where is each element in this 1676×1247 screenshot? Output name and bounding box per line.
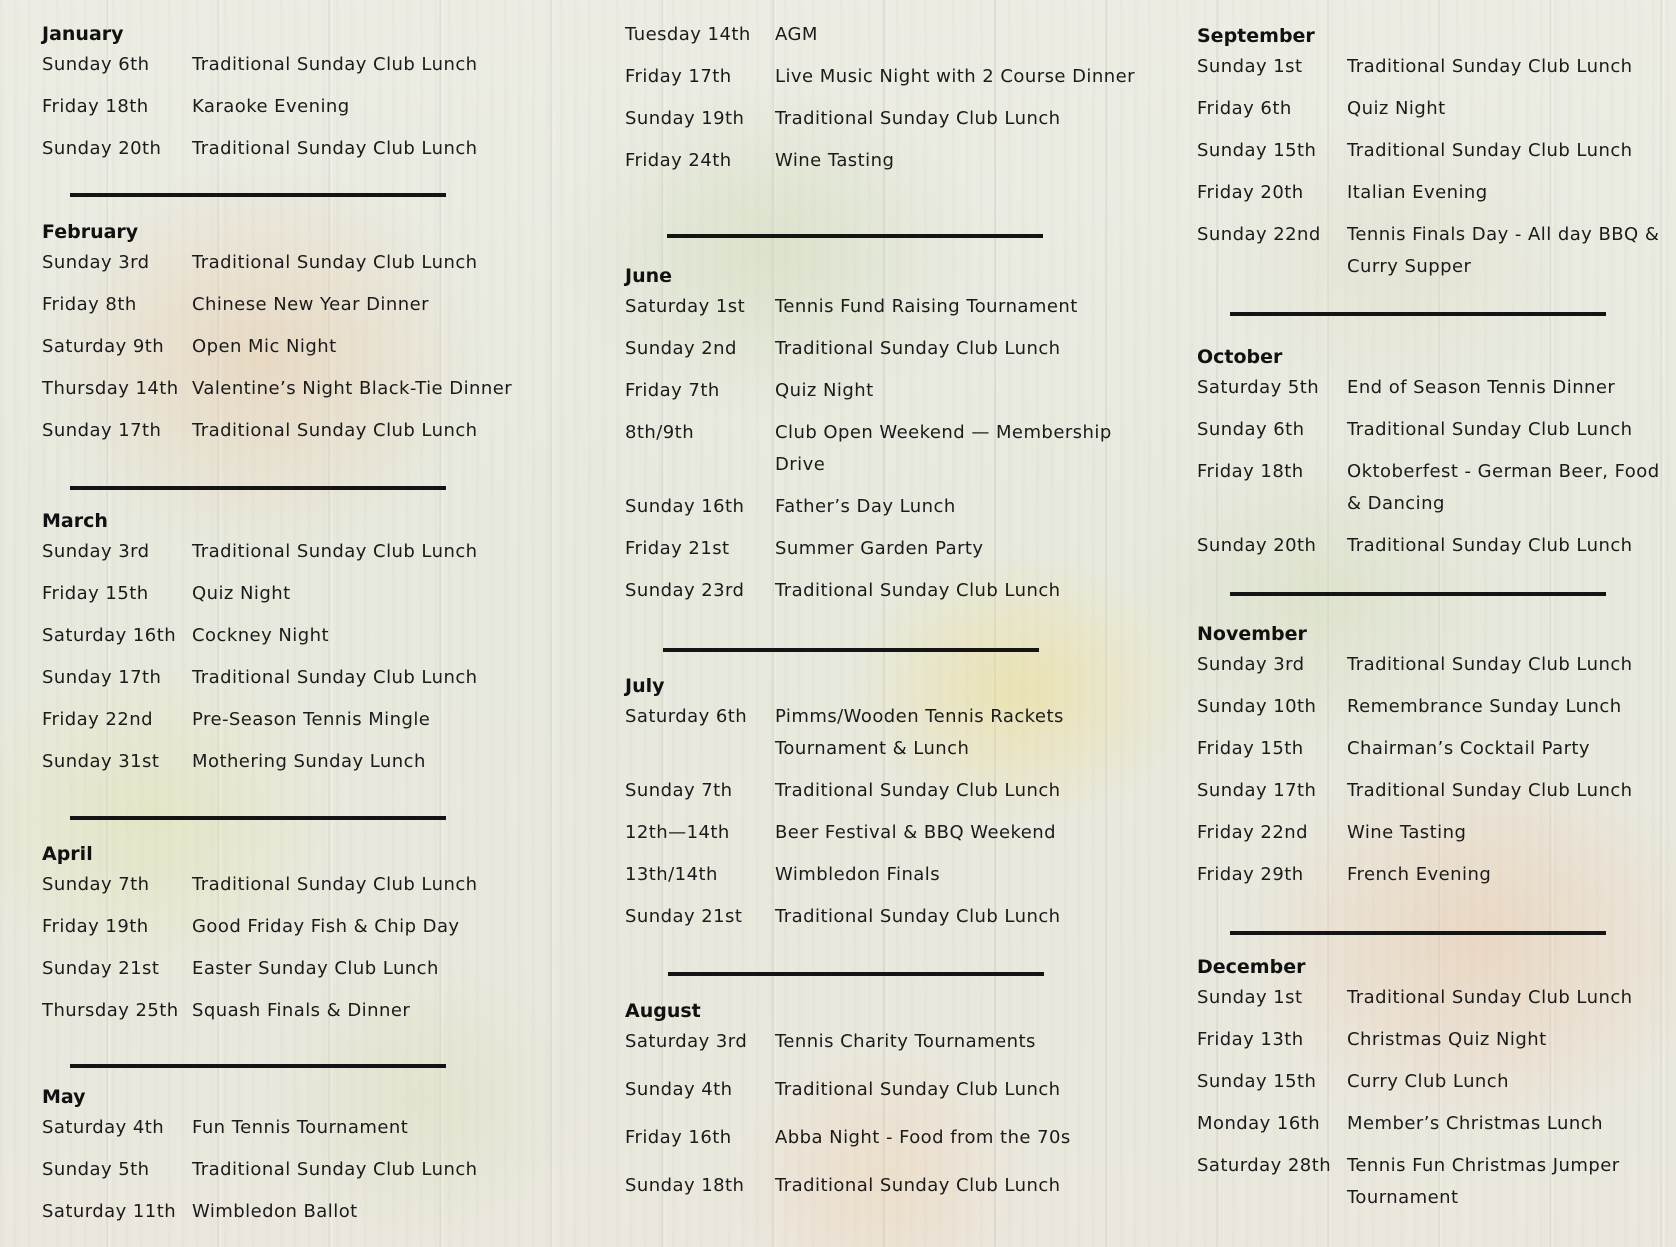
event-name: Tennis Charity Tournaments [775, 1031, 1036, 1052]
event-row [42, 661, 562, 703]
month-divider [668, 972, 1044, 976]
event-date: Friday 29th [1197, 864, 1304, 885]
event-name: Traditional Sunday Club Lunch [192, 874, 478, 895]
event-date: Sunday 5th [42, 1159, 150, 1180]
event-row [1197, 816, 1667, 858]
event-date: Saturday 5th [1197, 377, 1320, 398]
event-name: Easter Sunday Club Lunch [192, 958, 439, 979]
event-name: Tennis Finals Day - All day BBQ & Curry Supper [1347, 224, 1660, 277]
event-name: Quiz Night [775, 380, 874, 401]
event-name: Traditional Sunday Club Lunch [775, 780, 1061, 801]
event-row [1197, 981, 1667, 1023]
event-name: Open Mic Night [192, 336, 337, 357]
event-name: Traditional Sunday Club Lunch [1347, 654, 1633, 675]
event-name: Tennis Fund Raising Tournament [775, 296, 1078, 317]
event-name: Traditional Sunday Club Lunch [1347, 987, 1633, 1008]
month-title: April [42, 843, 93, 865]
event-row [42, 372, 562, 414]
event-name: Traditional Sunday Club Lunch [192, 1159, 478, 1180]
event-name: Curry Club Lunch [1347, 1071, 1509, 1092]
event-name: Valentine’s Night Black-Tie Dinner [192, 378, 513, 399]
event-date: Friday 15th [1197, 738, 1304, 759]
event-row [42, 1111, 562, 1153]
event-name: Beer Festival & BBQ Weekend [775, 822, 1056, 843]
month-may-continued [625, 18, 1145, 186]
month-february [42, 218, 562, 456]
event-row [1197, 1023, 1667, 1065]
event-name: Traditional Sunday Club Lunch [775, 906, 1061, 927]
event-row [1197, 1149, 1667, 1223]
month-title: March [42, 510, 108, 532]
event-date: Sunday 19th [625, 108, 745, 129]
event-date: Sunday 4th [625, 1079, 733, 1100]
event-row [42, 994, 562, 1036]
event-row [1197, 371, 1667, 413]
event-date: Sunday 31st [42, 751, 160, 772]
event-date: Friday 13th [1197, 1029, 1304, 1050]
event-row [42, 619, 562, 661]
event-name: Summer Garden Party [775, 538, 984, 559]
event-date: Sunday 3rd [1197, 654, 1305, 675]
event-row [1197, 1065, 1667, 1107]
event-name: Traditional Sunday Club Lunch [192, 54, 478, 75]
month-march [42, 507, 562, 787]
event-row [42, 577, 562, 619]
event-date: Tuesday 14th [625, 24, 751, 45]
month-divider [1230, 312, 1606, 316]
event-row [625, 532, 1145, 574]
event-date: Sunday 20th [1197, 535, 1317, 556]
event-name: French Evening [1347, 864, 1492, 885]
event-date: Saturday 6th [625, 706, 748, 727]
event-row [42, 952, 562, 994]
event-name: Mothering Sunday Lunch [192, 751, 426, 772]
event-name: Chairman’s Cocktail Party [1347, 738, 1591, 759]
event-row [625, 1121, 1145, 1169]
event-date: Sunday 6th [42, 54, 150, 75]
event-row [625, 774, 1145, 816]
event-row [625, 374, 1145, 416]
event-date: Saturday 28th [1197, 1155, 1332, 1176]
event-row [42, 132, 562, 174]
event-date: Saturday 9th [42, 336, 165, 357]
month-may [42, 1083, 562, 1237]
event-name: Club Open Weekend — Membership Drive [775, 422, 1112, 475]
month-august [625, 997, 1145, 1211]
column-left [42, 0, 562, 1222]
event-name: AGM [775, 24, 818, 45]
month-title: November [1197, 623, 1307, 645]
event-date: Sunday 17th [42, 420, 162, 441]
event-name: Traditional Sunday Club Lunch [192, 138, 478, 159]
event-name: Good Friday Fish & Chip Day [192, 916, 460, 937]
event-row [1197, 1107, 1667, 1149]
event-name: Live Music Night with 2 Course Dinner [775, 66, 1135, 87]
event-date: Sunday 22nd [1197, 224, 1321, 245]
event-row [1197, 218, 1667, 292]
event-row [1197, 529, 1667, 571]
month-divider [70, 486, 446, 490]
event-date: 12th—14th [625, 822, 730, 843]
month-january [42, 20, 562, 174]
month-title: October [1197, 346, 1283, 368]
event-row [1197, 732, 1667, 774]
month-title: July [625, 675, 665, 697]
event-date: Sunday 3rd [42, 541, 150, 562]
event-name: Traditional Sunday Club Lunch [192, 667, 478, 688]
event-date: Friday 18th [42, 96, 149, 117]
event-name: Abba Night - Food from the 70s [775, 1127, 1071, 1148]
event-row [1197, 858, 1667, 900]
event-date: Thursday 14th [42, 378, 179, 399]
event-row [1197, 50, 1667, 92]
month-title: June [625, 265, 673, 287]
event-date: Friday 7th [625, 380, 720, 401]
event-name: Quiz Night [1347, 98, 1446, 119]
event-row [625, 144, 1145, 186]
event-date: Saturday 3rd [625, 1031, 748, 1052]
event-date: Saturday 16th [42, 625, 177, 646]
event-row [1197, 176, 1667, 218]
event-row [625, 1025, 1145, 1073]
event-date: Sunday 7th [625, 780, 733, 801]
event-name: Tennis Fun Christmas Jumper Tournament [1347, 1155, 1620, 1208]
event-name: Member’s Christmas Lunch [1347, 1113, 1603, 1134]
event-name: Traditional Sunday Club Lunch [1347, 780, 1633, 801]
event-name: Wimbledon Finals [775, 864, 941, 885]
event-row [1197, 413, 1667, 455]
event-row [625, 574, 1145, 616]
event-row [625, 332, 1145, 374]
event-row [625, 102, 1145, 144]
event-date: Sunday 1st [1197, 56, 1303, 77]
event-date: Sunday 1st [1197, 987, 1303, 1008]
event-row [42, 745, 562, 787]
event-row [42, 703, 562, 745]
month-title: August [625, 1000, 701, 1022]
event-row [42, 246, 562, 288]
event-date: Friday 17th [625, 66, 732, 87]
month-november [1197, 620, 1667, 900]
event-row [42, 48, 562, 90]
event-date: Friday 19th [42, 916, 149, 937]
event-date: Monday 16th [1197, 1113, 1321, 1134]
event-row [1197, 455, 1667, 529]
month-divider [70, 1064, 446, 1068]
event-date: Sunday 21st [625, 906, 743, 927]
event-name: Traditional Sunday Club Lunch [1347, 535, 1633, 556]
event-date: 8th/9th [625, 422, 695, 443]
month-september [1197, 22, 1667, 292]
month-october [1197, 343, 1667, 571]
event-name: Traditional Sunday Club Lunch [192, 420, 478, 441]
event-row [625, 416, 1145, 490]
event-name: Traditional Sunday Club Lunch [1347, 56, 1633, 77]
event-date: Friday 6th [1197, 98, 1292, 119]
event-row [42, 1195, 562, 1237]
event-name: Traditional Sunday Club Lunch [775, 1175, 1061, 1196]
event-date: Thursday 25th [42, 1000, 179, 1021]
event-date: Friday 16th [625, 1127, 732, 1148]
event-row [42, 330, 562, 372]
month-divider [70, 193, 446, 197]
event-name: Traditional Sunday Club Lunch [775, 580, 1061, 601]
event-name: Chinese New Year Dinner [192, 294, 429, 315]
event-name: Father’s Day Lunch [775, 496, 956, 517]
month-july [625, 672, 1145, 942]
month-december [1197, 953, 1667, 1223]
month-title: February [42, 221, 139, 243]
event-name: Wine Tasting [1347, 822, 1467, 843]
event-date: Sunday 23rd [625, 580, 745, 601]
event-row [1197, 648, 1667, 690]
event-name: Karaoke Evening [192, 96, 350, 117]
event-date: Saturday 4th [42, 1117, 165, 1138]
month-divider [70, 816, 446, 820]
month-divider [1230, 592, 1606, 596]
month-divider [667, 234, 1043, 238]
event-name: Traditional Sunday Club Lunch [775, 338, 1061, 359]
event-name: Remembrance Sunday Lunch [1347, 696, 1622, 717]
event-date: Saturday 1st [625, 296, 746, 317]
event-row [625, 816, 1145, 858]
event-name: Italian Evening [1347, 182, 1488, 203]
event-row [42, 90, 562, 132]
event-date: Saturday 11th [42, 1201, 177, 1222]
event-row [42, 414, 562, 456]
event-date: Sunday 6th [1197, 419, 1305, 440]
event-name: Cockney Night [192, 625, 329, 646]
event-name: Oktoberfest - German Beer, Food & Dancing [1347, 461, 1660, 514]
event-date: Sunday 17th [1197, 780, 1317, 801]
event-name: Quiz Night [192, 583, 291, 604]
event-name: Traditional Sunday Club Lunch [1347, 140, 1633, 161]
event-name: Squash Finals & Dinner [192, 1000, 411, 1021]
event-row [625, 1073, 1145, 1121]
event-date: Sunday 7th [42, 874, 150, 895]
event-date: Friday 21st [625, 538, 730, 559]
month-divider [1230, 931, 1606, 935]
event-date: Sunday 3rd [42, 252, 150, 273]
month-june [625, 262, 1145, 616]
event-date: Sunday 15th [1197, 140, 1317, 161]
event-row [42, 535, 562, 577]
event-name: Christmas Quiz Night [1347, 1029, 1547, 1050]
event-date: Friday 22nd [1197, 822, 1308, 843]
event-row [1197, 690, 1667, 732]
event-date: Friday 22nd [42, 709, 153, 730]
event-date: Friday 15th [42, 583, 149, 604]
event-name: Traditional Sunday Club Lunch [775, 108, 1061, 129]
event-name: Traditional Sunday Club Lunch [192, 252, 478, 273]
event-name: End of Season Tennis Dinner [1347, 377, 1616, 398]
event-row [42, 288, 562, 330]
event-date: Friday 18th [1197, 461, 1304, 482]
event-date: Friday 20th [1197, 182, 1304, 203]
month-title: January [42, 23, 124, 45]
event-row [625, 490, 1145, 532]
event-date: Sunday 15th [1197, 1071, 1317, 1092]
event-row [42, 868, 562, 910]
event-date: Sunday 17th [42, 667, 162, 688]
event-date: Sunday 16th [625, 496, 745, 517]
event-row [625, 700, 1145, 774]
event-name: Wimbledon Ballot [192, 1201, 358, 1222]
event-date: Friday 24th [625, 150, 732, 171]
event-name: Pre-Season Tennis Mingle [192, 709, 431, 730]
event-date: Sunday 2nd [625, 338, 737, 359]
event-date: Sunday 20th [42, 138, 162, 159]
event-row [1197, 92, 1667, 134]
event-date: Sunday 18th [625, 1175, 745, 1196]
event-name: Traditional Sunday Club Lunch [192, 541, 478, 562]
month-title: September [1197, 25, 1315, 47]
event-date: Friday 8th [42, 294, 137, 315]
event-row [1197, 774, 1667, 816]
event-name: Traditional Sunday Club Lunch [775, 1079, 1061, 1100]
month-title: May [42, 1086, 86, 1108]
event-row [625, 858, 1145, 900]
event-row [625, 18, 1145, 60]
event-date: 13th/14th [625, 864, 718, 885]
month-april [42, 840, 562, 1036]
month-divider [663, 648, 1039, 652]
event-name: Traditional Sunday Club Lunch [1347, 419, 1633, 440]
event-row [625, 1169, 1145, 1211]
month-title: December [1197, 956, 1306, 978]
event-row [625, 60, 1145, 102]
event-name: Pimms/Wooden Tennis Rackets Tournament & Lunch [775, 706, 1064, 759]
event-date: Sunday 21st [42, 958, 160, 979]
event-name: Fun Tennis Tournament [192, 1117, 409, 1138]
event-row [42, 1153, 562, 1195]
event-date: Sunday 10th [1197, 696, 1317, 717]
event-name: Wine Tasting [775, 150, 895, 171]
event-row [625, 900, 1145, 942]
event-row [42, 910, 562, 952]
event-row [1197, 134, 1667, 176]
event-row [625, 290, 1145, 332]
